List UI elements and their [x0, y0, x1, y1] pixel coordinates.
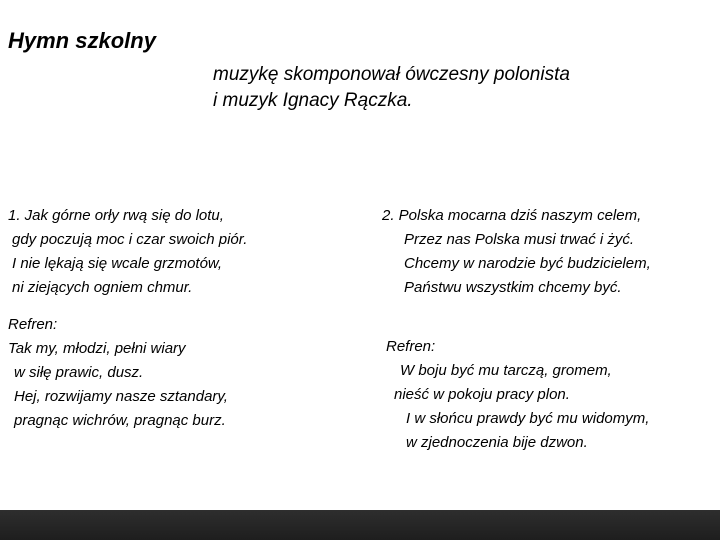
slide-subtitle — [213, 62, 570, 114]
subtitle-line: i muzyk Ignacy Rączka. — [213, 90, 413, 111]
refrain-line: w zjednoczenia bije dzwon. — [406, 434, 588, 451]
subtitle-line: muzykę skomponował ówczesny polonista — [213, 64, 570, 85]
refrain-line: W boju być mu tarczą, gromem, — [400, 362, 612, 379]
refrain-label: Refren: — [386, 338, 436, 355]
verse-line: Przez nas Polska musi trwać i żyć. — [404, 231, 635, 248]
verse-line: ni ziejących ogniem chmur. — [12, 279, 193, 296]
verse-line: Państwu wszystkim chcemy być. — [404, 279, 622, 296]
refrain-label: Refren: — [8, 316, 58, 333]
refrain-line: w siłę prawic, dusz. — [14, 364, 144, 381]
refrain-line: nieść w pokoju pracy plon. — [394, 386, 570, 403]
verse-line: 1. Jak górne orły rwą się do lotu, — [8, 207, 224, 224]
slide-title: Hymn szkolny — [8, 28, 156, 53]
refrain-line: I w słońcu prawdy być mu widomym, — [406, 410, 650, 427]
verse-1 — [8, 204, 247, 300]
verse-line: 2. Polska mocarna dziś naszym celem, — [382, 207, 642, 224]
verse-2 — [382, 204, 651, 300]
refrain-line: Tak my, młodzi, pełni wiary — [8, 340, 186, 357]
refrain-line: pragnąc wichrów, pragnąc burz. — [14, 412, 226, 429]
refrain-2 — [382, 335, 649, 455]
refrain-line: Hej, rozwijamy nasze sztandary, — [14, 388, 228, 405]
bottom-bar — [0, 510, 720, 540]
verse-line: gdy poczują moc i czar swoich piór. — [12, 231, 248, 248]
verse-line: I nie lękają się wcale grzmotów, — [12, 255, 223, 272]
verse-line: Chcemy w narodzie być budzicielem, — [404, 255, 651, 272]
refrain-1 — [8, 313, 228, 433]
